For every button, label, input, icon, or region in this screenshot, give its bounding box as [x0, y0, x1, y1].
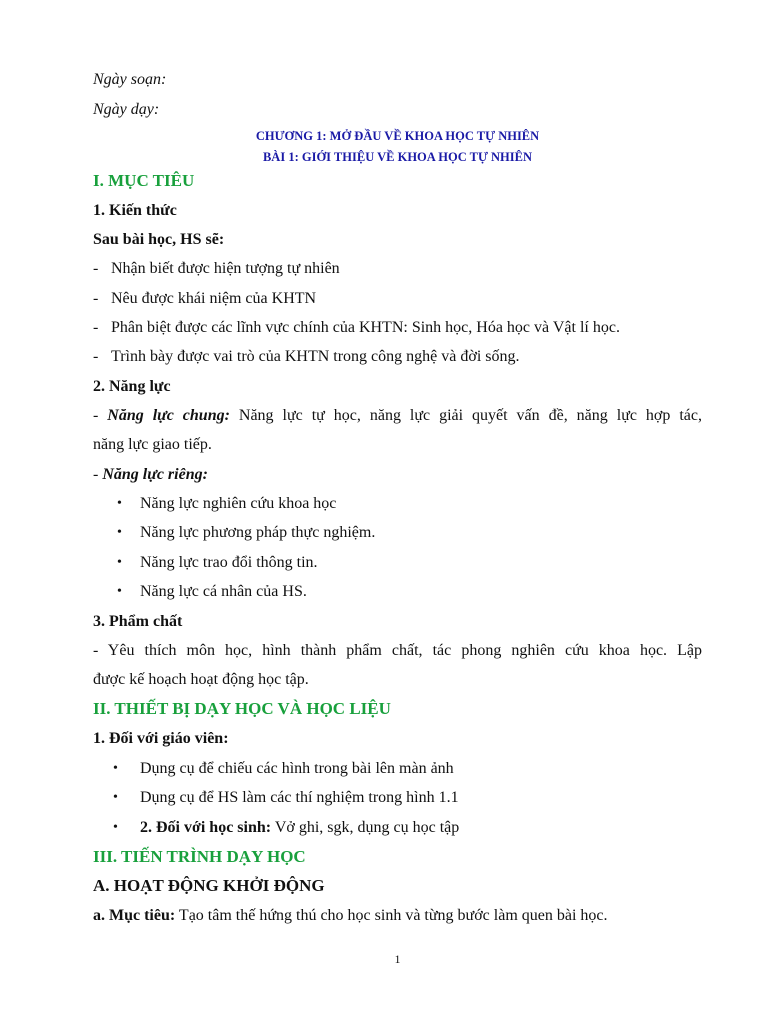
- section-2-title: II. THIẾT BỊ DẠY HỌC VÀ HỌC LIỆU: [93, 699, 391, 718]
- dash-marker: -: [93, 290, 99, 307]
- kien-thuc-item-text: Trình bày được vai trò của KHTN trong công nghệ và đời sống.: [111, 348, 520, 365]
- nang-luc-rieng-item: [117, 553, 677, 573]
- dash-marker: -: [93, 348, 99, 365]
- section-1-title: I. MỤC TIÊU: [93, 171, 195, 190]
- bullet-icon: •: [113, 790, 118, 805]
- nang-luc-rieng-label: Năng lực riêng:: [102, 466, 208, 483]
- kien-thuc-item-text: Nêu được khái niệm của KHTN: [111, 290, 317, 307]
- kien-thuc-item-text: Nhận biết được hiện tượng tự nhiên: [111, 260, 340, 277]
- muc-tieu-text: Tạo tâm thế hứng thú cho học sinh và từng bước làm quen bài học.: [175, 907, 608, 924]
- kien-thuc-item: [93, 318, 702, 338]
- nang-luc-chung-label: Năng lực chung:: [107, 407, 230, 424]
- kien-thuc-item: [93, 347, 702, 367]
- kien-thuc-item: [93, 289, 702, 309]
- nang-luc-heading: 2. Năng lực: [93, 378, 171, 395]
- bullet-icon: •: [117, 496, 122, 511]
- bullet-icon: •: [117, 584, 122, 599]
- kien-thuc-intro: Sau bài học, HS sẽ:: [93, 231, 225, 248]
- nang-luc-rieng-item-text: Năng lực phương pháp thực nghiệm.: [140, 524, 376, 541]
- dash-marker: -: [93, 260, 99, 277]
- hoc-sinh-label: 2. Đối với học sinh:: [140, 819, 272, 836]
- bullet-icon: •: [113, 761, 118, 776]
- giao-vien-item-text: Dụng cụ để chiếu các hình trong bài lên màn ảnh: [140, 760, 454, 777]
- nang-luc-chung-line1: [93, 406, 702, 426]
- hoc-sinh-item: [113, 818, 673, 838]
- giao-vien-item: [113, 788, 673, 808]
- nang-luc-rieng-item-text: Năng lực cá nhân của HS.: [140, 583, 307, 600]
- muc-tieu-line: [93, 906, 702, 926]
- muc-tieu-label: a. Mục tiêu:: [93, 907, 176, 924]
- dash-marker: -: [93, 319, 99, 336]
- nang-luc-rieng: [93, 465, 702, 485]
- bullet-icon: •: [117, 555, 122, 570]
- page-number: 1: [394, 952, 401, 966]
- nang-luc-rieng-item: [117, 494, 677, 514]
- ngay-day: Ngày dạy:: [93, 101, 160, 118]
- hoat-dong-khoi-dong-heading: A. HOẠT ĐỘNG KHỞI ĐỘNG: [93, 876, 325, 895]
- nang-luc-rieng-item-text: Năng lực trao đổi thông tin.: [140, 554, 318, 571]
- nang-luc-chung-line2: năng lực giao tiếp.: [93, 436, 212, 453]
- dash-marker: -: [93, 466, 103, 483]
- pham-chat-line2: được kế hoạch hoạt động học tập.: [93, 671, 309, 688]
- bullet-icon: •: [117, 525, 122, 540]
- giao-vien-item: [113, 759, 673, 779]
- giao-vien-heading: 1. Đối với giáo viên:: [93, 730, 229, 747]
- dash-marker: -: [93, 407, 108, 424]
- ngay-soan: Ngày soạn:: [93, 71, 167, 88]
- nang-luc-rieng-item-text: Năng lực nghiên cứu khoa học: [140, 495, 337, 512]
- kien-thuc-item: [93, 259, 702, 279]
- nang-luc-rieng-item: [117, 582, 677, 602]
- kien-thuc-heading: 1. Kiến thức: [93, 202, 177, 219]
- section-3-title: III. TIẾN TRÌNH DẠY HỌC: [93, 847, 306, 866]
- pham-chat-line1: - Yêu thích môn học, hình thành phẩm chất, tác phong nghiên cứu khoa học. Lập: [93, 642, 702, 659]
- pham-chat-heading: 3. Phẩm chất: [93, 613, 183, 630]
- chapter-title: CHƯƠNG 1: MỞ ĐẦU VỀ KHOA HỌC TỰ NHIÊN: [255, 129, 540, 143]
- kien-thuc-item-text: Phân biệt được các lĩnh vực chính của KHTN: Sinh học, Hóa học và Vật lí học.: [111, 319, 620, 336]
- nang-luc-chung-text: Năng lực tự học, năng lực giải quyết vấn đề, năng lực hợp tác,: [229, 407, 702, 424]
- lesson-title: BÀI 1: GIỚI THIỆU VỀ KHOA HỌC TỰ NHIÊN: [262, 150, 533, 164]
- giao-vien-item-text: Dụng cụ để HS làm các thí nghiệm trong hình 1.1: [140, 789, 459, 806]
- nang-luc-rieng-item: [117, 523, 677, 543]
- bullet-icon: •: [113, 820, 118, 835]
- hoc-sinh-text: Vở ghi, sgk, dụng cụ học tập: [271, 819, 460, 836]
